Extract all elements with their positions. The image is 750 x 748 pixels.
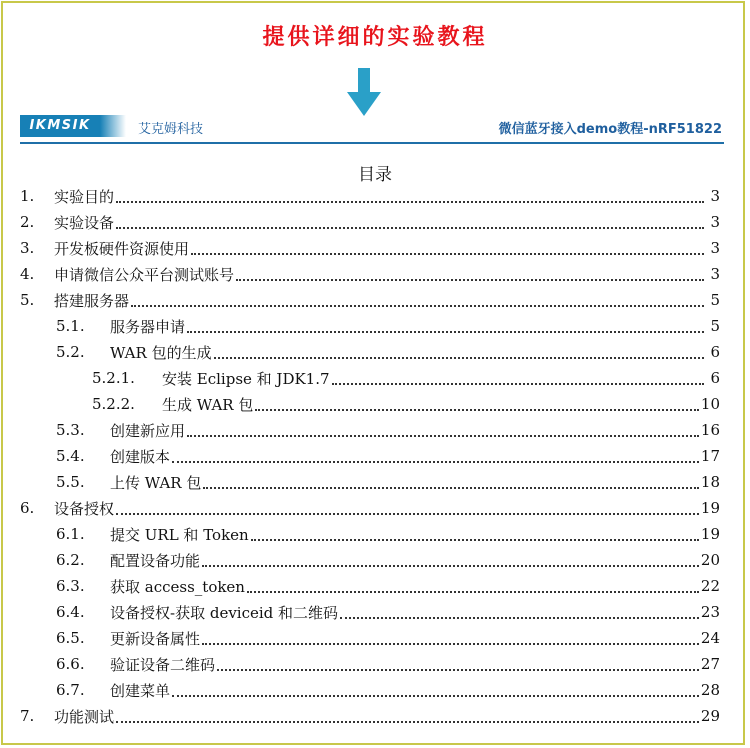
toc-entry[interactable] [20,287,720,313]
toc-leader-dots [251,538,699,541]
toc-entry-label: 验证设备二维码 [110,655,216,674]
toc-entry-label: 服务器申请 [110,317,186,336]
toc-entry-number: 6.5. [56,629,85,647]
toc-entry-page: 3 [710,239,720,257]
toc-entry-number: 2. [20,213,35,231]
toc-entry-label: 搭建服务器 [54,291,130,310]
toc-entry[interactable] [20,443,720,469]
toc-leader-dots [187,434,699,437]
toc-entry-page: 29 [700,707,720,725]
toc-leader-dots [172,460,699,463]
toc-entry-page: 6 [710,343,720,361]
toc-entry-page: 5 [710,291,720,309]
toc-entry[interactable] [20,339,720,365]
toc-entry-number: 6.1. [56,525,85,543]
toc-entry-label: 创建菜单 [110,681,171,700]
toc-entry-label: 获取 access_token [110,577,245,596]
toc-entry-page: 24 [700,629,720,647]
toc-entry-page: 3 [710,265,720,283]
toc-entry-number: 6.3. [56,577,85,595]
toc-entry-page: 23 [700,603,720,621]
toc-entry-label: 上传 WAR 包 [110,473,202,492]
toc-entry-label: 创建新应用 [110,421,186,440]
toc-entry-page: 18 [700,473,720,491]
toc-entry-number: 6.4. [56,603,85,621]
toc-entry[interactable] [20,599,720,625]
toc-leader-dots [214,356,704,359]
toc-entry[interactable] [20,625,720,651]
document-header [20,112,724,142]
toc-leader-dots [116,226,704,229]
toc-leader-dots [116,512,699,515]
toc-entry-label: 安装 Eclipse 和 JDK1.7 [162,369,330,388]
toc-entry-page: 19 [700,499,720,517]
toc-leader-dots [255,408,699,411]
toc-entry-number: 5.5. [56,473,85,491]
toc-entry[interactable] [20,235,720,261]
toc-entry-label: 实验目的 [54,187,115,206]
toc-entry[interactable] [20,703,720,729]
toc-entry[interactable] [20,313,720,339]
logo-fade [100,115,126,137]
toc-leader-dots [116,200,704,203]
toc-entry-label: 实验设备 [54,213,115,232]
toc-entry[interactable] [20,677,720,703]
toc-entry[interactable] [20,261,720,287]
toc-entry-page: 5 [710,317,720,335]
toc-entry[interactable] [20,417,720,443]
toc-entry-number: 5.2. [56,343,85,361]
toc-entry[interactable] [20,547,720,573]
toc-leader-dots [202,642,699,645]
toc-entry-number: 6. [20,499,35,517]
company-logo: IKMSIK [20,115,100,137]
toc-entry-page: 10 [700,395,720,413]
toc-entry-label: 配置设备功能 [110,551,201,570]
toc-entry-label: 提交 URL 和 Token [110,525,249,544]
toc-entry-number: 5.4. [56,447,85,465]
toc-leader-dots [332,382,704,385]
toc-entry-label: 创建版本 [110,447,171,466]
toc-entry-page: 16 [700,421,720,439]
toc-entry-number: 6.2. [56,551,85,569]
toc-entry-label: WAR 包的生成 [110,343,212,362]
toc-entry[interactable] [20,391,720,417]
table-of-contents [20,183,720,729]
toc-leader-dots [217,668,699,671]
banner-title: 提供详细的实验教程 [262,24,488,50]
toc-entry[interactable] [20,495,720,521]
toc-entry-number: 5.2.2. [92,395,135,413]
toc-entry-number: 3. [20,239,35,257]
toc-leader-dots [131,304,704,307]
toc-entry-label: 申请微信公众平台测试账号 [54,265,235,284]
toc-entry-page: 20 [700,551,720,569]
toc-entry-page: 3 [710,213,720,231]
toc-entry[interactable] [20,209,720,235]
toc-entry-label: 更新设备属性 [110,629,201,648]
toc-leader-dots [203,486,699,489]
toc-leader-dots [236,278,704,281]
toc-leader-dots [172,694,699,697]
toc-entry-number: 6.7. [56,681,85,699]
toc-entry-number: 7. [20,707,35,725]
toc-leader-dots [191,252,704,255]
toc-leader-dots [202,564,699,567]
document-title: 微信蓝牙接入demo教程-nRF51822 [498,122,722,137]
toc-leader-dots [340,616,699,619]
toc-entry-number: 5.1. [56,317,85,335]
arrow-down-icon [347,68,381,116]
toc-leader-dots [247,590,699,593]
toc-entry[interactable] [20,365,720,391]
company-name: 艾克姆科技 [138,122,204,137]
toc-entry-label: 设备授权 [54,499,115,518]
toc-entry[interactable] [20,573,720,599]
toc-entry-number: 5.2.1. [92,369,135,387]
toc-entry-number: 4. [20,265,35,283]
toc-entry-label: 功能测试 [54,707,115,726]
toc-entry[interactable] [20,469,720,495]
toc-entry-page: 28 [700,681,720,699]
toc-entry-label: 生成 WAR 包 [162,395,254,414]
header-divider [20,142,724,144]
toc-entry-number: 6.6. [56,655,85,673]
toc-entry-page: 19 [700,525,720,543]
toc-entry-page: 3 [710,187,720,205]
toc-entry-number: 5.3. [56,421,85,439]
toc-entry-label: 设备授权-获取 deviceid 和二维码 [110,603,339,622]
toc-entry-page: 27 [700,655,720,673]
toc-entry[interactable] [20,651,720,677]
toc-entry[interactable] [20,521,720,547]
toc-entry-number: 1. [20,187,35,205]
toc-entry-page: 17 [700,447,720,465]
toc-heading: 目录 [358,165,392,185]
toc-leader-dots [187,330,704,333]
toc-entry[interactable] [20,183,720,209]
toc-leader-dots [116,720,699,723]
toc-entry-page: 22 [700,577,720,595]
toc-entry-number: 5. [20,291,35,309]
toc-entry-page: 6 [710,369,720,387]
toc-entry-label: 开发板硬件资源使用 [54,239,190,258]
